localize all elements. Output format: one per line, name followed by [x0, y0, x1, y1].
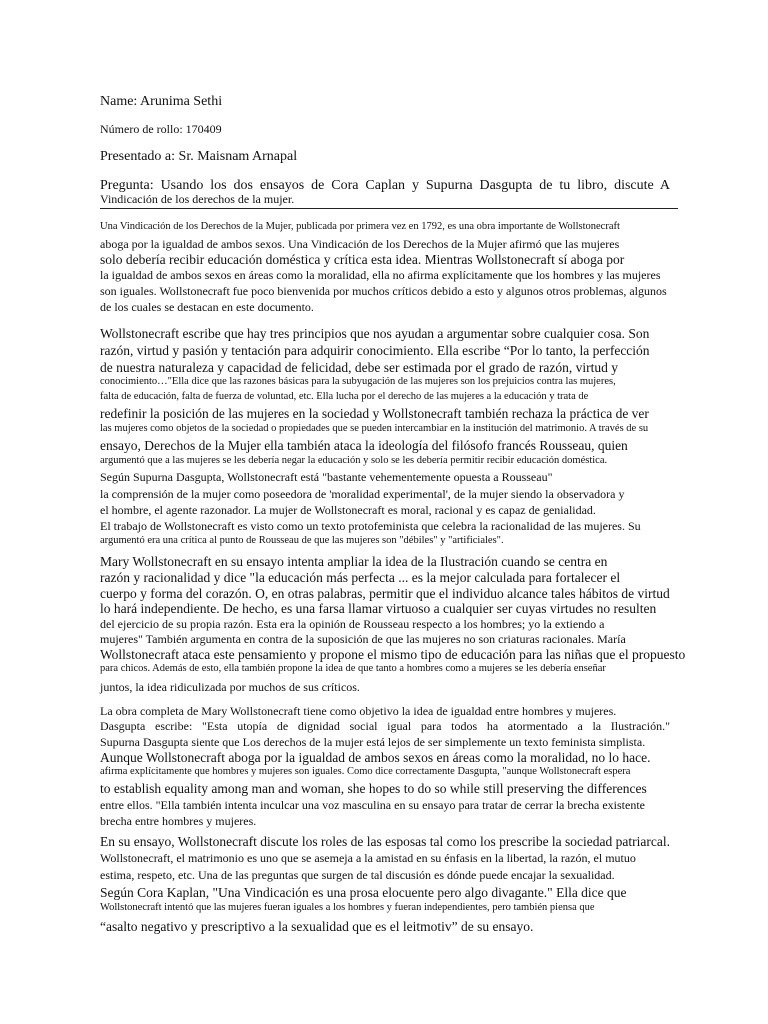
paragraph-line: la comprensión de la mujer como poseedora de 'moralidad experimental', de la mujer siendo la observadora y: [100, 487, 625, 501]
paragraph-line: para chicos. Además de esto, ella también propone la idea de que tanto a hombres como a mujeres se les debería enseñar: [100, 663, 606, 674]
question-line-2: Vindicación de los derechos de la mujer.: [100, 192, 295, 206]
paragraph-line: razón, virtud y pasión y tentación para adquirir conocimiento. Ella escribe “Por lo tanto, la perfección: [100, 343, 650, 358]
paragraph-line: son iguales. Wollstonecraft fue poco bienvenida por muchos críticos debido a esto y algunos otros problemas, algunos: [100, 284, 667, 298]
paragraph-line: entre ellos. "Ella también intenta inculcar una voz masculina en su ensayo para tratar de cerrar la brecha existente: [100, 798, 645, 812]
paragraph-line: juntos, la idea ridiculizada por muchos de sus críticos.: [100, 680, 360, 694]
paragraph-line: Dasgupta escribe: "Esta utopía de dignidad social igual para todos ha atormentado a la Ilustración.": [100, 719, 670, 733]
paragraph-line: La obra completa de Mary Wollstonecraft tiene como objetivo la idea de igualdad entre hombres y mujeres.: [100, 704, 617, 718]
paragraph-line: las mujeres como objetos de la sociedad o propiedades que se pueden intercambiar en la institución del matrimonio. A través de su: [100, 423, 649, 434]
paragraph-5: [100, 834, 670, 936]
paragraph-line: En su ensayo, Wollstonecraft discute los roles de las esposas tal como los prescribe la sociedad patriarcal.: [100, 834, 670, 849]
paragraph-line: El trabajo de Wollstonecraft es visto como un texto protofeminista que celebra la racionalidad de las mujeres. Su: [100, 519, 641, 533]
paragraph-4: [100, 704, 670, 830]
paragraph-line: Según Cora Kaplan, "Una Vindicación es una prosa elocuente pero algo divagante." Ella dice que: [100, 885, 627, 900]
question-line-1: Pregunta: Usando los dos ensayos de Cora Caplan y Supurna Dasgupta de tu libro, discute A: [100, 178, 670, 193]
paragraph-line: Supurna Dasgupta siente que Los derechos de la mujer está lejos de ser simplemente un texto feminista simplista.: [100, 735, 646, 749]
paragraph-line: razón y racionalidad y dice "la educación más perfecta ... es la mejor calculada para fortalecer el: [100, 570, 621, 585]
paragraph-line: Wollstonecraft intentó que las mujeres fueran iguales a los hombres y fueran independientes, pero también piensa que: [100, 902, 595, 913]
paragraph-3: [100, 554, 686, 696]
paragraph-line: falta de educación, falta de fuerza de voluntad, etc. Ella lucha por el derecho de las mujeres a la educación y trata de: [100, 391, 589, 402]
paragraph-line: de nuestra naturaleza y capacidad de felicidad, debe ser estimada por el grado de razón, virtud y: [100, 360, 619, 375]
paragraph-2: [100, 326, 670, 551]
paragraph-line: “asalto negativo y prescriptivo a la sexualidad que es el leitmotiv” de su ensayo.: [100, 919, 534, 934]
student-name: Name: Arunima Sethi: [100, 94, 223, 109]
paragraph-line: Wollstonecraft ataca este pensamiento y propone el mismo tipo de educación para las niñas que el propuesto: [100, 647, 686, 662]
paragraph-line: Según Supurna Dasgupta, Wollstonecraft está "bastante vehementemente opuesta a Rousseau": [100, 470, 553, 484]
paragraph-line: redefinir la posición de las mujeres en la sociedad y Wollstonecraft también rechaza la práctica de ver: [100, 406, 649, 421]
paragraph-line: afirma explícitamente que hombres y mujeres son iguales. Como dice correctamente Dasgupta, "aunque Wollstonecraft espera: [100, 766, 631, 777]
paragraph-line: argumentó era una crítica al punto de Rousseau de que las mujeres son "débiles" y "artificiales".: [100, 535, 504, 546]
paragraph-line: de los cuales se destacan en este documento.: [100, 300, 314, 314]
paragraph-line: mujeres" También argumenta en contra de la suposición de que las mujeres no son criaturas racionales. María: [100, 632, 626, 646]
presented-to: Presentado a: Sr. Maisnam Arnapal: [100, 149, 298, 164]
roll-number: Número de rollo: 170409: [100, 122, 222, 136]
paragraph-line: to establish equality among man and woman, she hopes to do so while still preserving the differences: [100, 781, 647, 796]
paragraph-line: argumentó que a las mujeres se les debería negar la educación y solo se les debería permitir recibir educación doméstica.: [100, 455, 608, 466]
paragraph-line: ensayo, Derechos de la Mujer ella también ataca la ideología del filósofo francés Rousseau, quien: [100, 438, 628, 453]
paragraph-line: cuerpo y forma del corazón. O, en otras palabras, permitir que el individuo alcance tales hábitos de virtud: [100, 586, 670, 601]
paragraph-line: Mary Wollstonecraft en su ensayo intenta ampliar la idea de la Ilustración cuando se centra en: [100, 554, 608, 569]
paragraph-line: Wollstonecraft, el matrimonio es uno que se asemeja a la amistad en su énfasis en la libertad, la razón, el mutuo: [100, 851, 636, 865]
paragraph-line: solo debería recibir educación doméstica y crítica esta idea. Mientras Wollstonecraft sí aboga por: [100, 252, 625, 267]
paragraph-line: conocimiento…"Ella dice que las razones básicas para la subyugación de las mujeres son los prejuicios contra las mujeres,: [100, 376, 616, 387]
paragraph-line: Wollstonecraft escribe que hay tres principios que nos ayudan a argumentar sobre cualquier cosa. Son: [100, 326, 650, 341]
paragraph-1: [100, 221, 670, 316]
paragraph-line: del ejercicio de su propia razón. Esta era la opinión de Rousseau respecto a los hombres; yo la extiendo a: [100, 617, 605, 631]
paragraph-line: la igualdad de ambos sexos en áreas como la moralidad, ella no afirma explícitamente que los hombres y las mujeres: [100, 268, 661, 282]
header-divider: [100, 208, 678, 209]
paragraph-line: brecha entre hombres y mujeres.: [100, 814, 257, 828]
paragraph-line: Una Vindicación de los Derechos de la Mujer, publicada por primera vez en 1792, es una obra importante de Wollstonecraft: [100, 221, 620, 232]
paragraph-line: estima, respeto, etc. Una de las preguntas que surgen de tal discusión es dónde puede encajar la sexualidad.: [100, 868, 615, 882]
paragraph-line: el hombre, el agente razonador. La mujer de Wollstonecraft es moral, racional y es capaz de genialidad.: [100, 503, 596, 517]
paragraph-line: lo hará independiente. De hecho, es una farsa llamar virtuoso a cualquier ser cuyas virtudes no resulten: [100, 601, 657, 616]
paragraph-line: Aunque Wollstonecraft aboga por la igualdad de ambos sexos en áreas como la moralidad, no lo hace.: [100, 750, 651, 765]
paragraph-line: aboga por la igualdad de ambos sexos. Una Vindicación de los Derechos de la Mujer afirmó que las mujeres: [100, 237, 620, 251]
